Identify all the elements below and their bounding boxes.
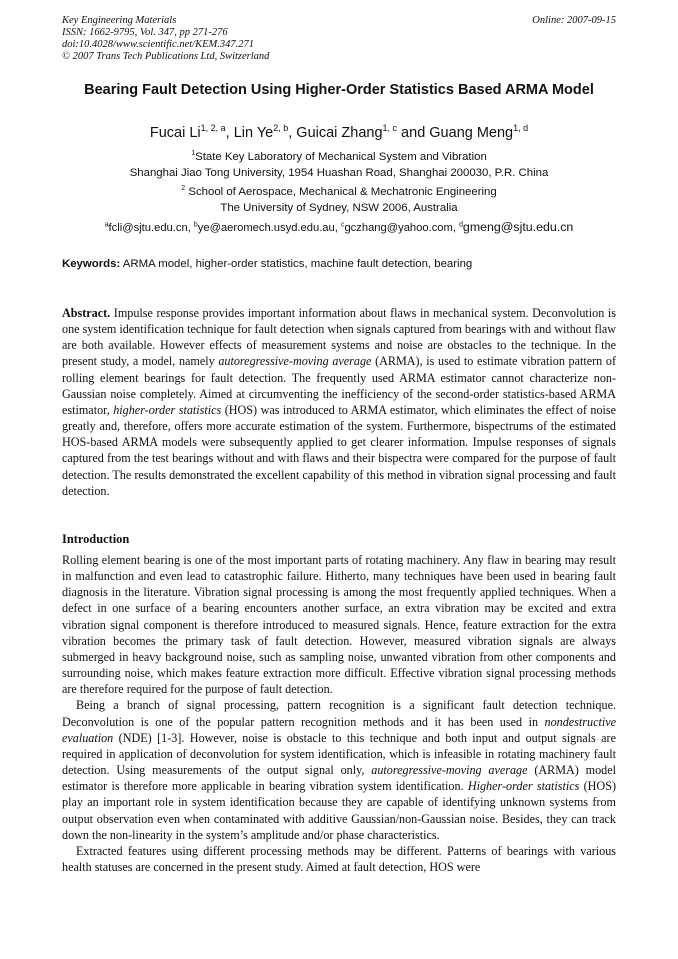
- online-date: Online: 2007-09-15: [532, 15, 616, 26]
- email-mark: a: [104, 221, 109, 229]
- abstract-text: (ARMA), is used to estimate vibration pattern of rolling element bearings for fault detection. The frequently used ARMA estimator cannot characterize non-Gaussian noise completely. Aimed at circumventing the inefficiency of the second-order statistics-based ARMA estimator,: [62, 354, 617, 417]
- journal-name: Key Engineering Materials: [62, 15, 177, 26]
- affiliation-mark: 2: [181, 185, 186, 193]
- keywords-text: ARMA model, higher-order statistics, machine fault detection, bearing: [120, 258, 473, 270]
- email-item: [105, 222, 188, 234]
- email-address[interactable]: ye@aeromech.usyd.edu.au: [197, 222, 335, 234]
- author-sup: 2, b: [273, 123, 289, 134]
- email-mark: d: [459, 221, 463, 229]
- abstract-text: (HOS) was introduced to ARMA estimator, which eliminates the effect of noise greatly and, therefore, offers more accurate estimation of the system. Furthermore, bispectrums of the estimated HOS-based ARMA models were subsequently applied to get clearer information. Impulse responses of signals captured from the test bearings without and with flaws and their bispectra were compared for the purpose of fault detection. The results demonstrated the excellent capability of this method in vibration signal processing and fault detection.: [62, 402, 616, 498]
- author-sup: 1, 2, a: [200, 123, 226, 134]
- abstract-italic: autoregressive-moving average: [218, 354, 372, 369]
- email-address[interactable]: gmeng@sjtu.edu.cn: [462, 220, 574, 234]
- author: [296, 125, 397, 141]
- email-item: [194, 222, 335, 234]
- affiliation-text: School of Aerospace, Mechanical & Mechatronic Engineering: [185, 186, 497, 198]
- affiliation-1: [62, 149, 616, 181]
- paragraph: Rolling element bearing is one of the most important parts of rotating machinery. Any flaw in bearing may result in malfunction and even lead to catastrophic failure. Hitherto, many techniques have been used in bearing fault diagnosis in the literature. Vibration signal processing is among the most frequently applied techniques. When a defect in one surface of a bearing encounters another surface, an extra vibration may be excited and extra vibration signal component is therefore introduced to measured signals. Hence, feature extraction for the extra vibration becomes the primary task of fault detection. However, measured vibration signals are always submerged in heavy background noise, such as sampling noise, unwanted vibration from other components and surrounding noise, which makes feature extraction more difficult. Effective vibration signal processing methods are therefore required for the purpose of fault detection.: [62, 553, 616, 697]
- abstract: [62, 305, 616, 499]
- author-name: Guang Meng: [429, 125, 514, 141]
- author-name: Fucai Li: [149, 125, 201, 141]
- abstract-label: Abstract.: [62, 306, 111, 320]
- paragraph-italic: autoregressive-moving average: [371, 763, 528, 778]
- section-heading-introduction: Introduction: [62, 532, 130, 546]
- email-item: [459, 222, 573, 234]
- author-sup: 1, d: [513, 123, 529, 134]
- abstract-italic: higher-order statistics: [113, 402, 222, 417]
- email-address[interactable]: gczhang@yahoo.com: [344, 222, 453, 234]
- email-separator: ,: [187, 222, 194, 234]
- affiliation-1-line-2: Shanghai Jiao Tong University, 1954 Huashan Road, Shanghai 200030, P.R. China: [129, 167, 549, 179]
- paragraph-text: (NDE) [1-3]. However, noise is obstacle to this technique and both input and output signals are required in application of deconvolution for system identification, which is infeasible in rotating machinery fault detection. Using measurements of the output signal only,: [62, 730, 616, 778]
- email-mark: b: [193, 221, 198, 229]
- email-address[interactable]: fcli@sjtu.edu.cn: [108, 222, 188, 234]
- author-separator: and: [397, 125, 430, 141]
- affiliation-2-line-2: The University of Sydney, NSW 2006, Australia: [220, 202, 458, 214]
- paragraph-italic: nondestructive evaluation: [62, 714, 616, 745]
- email-separator: ,: [334, 222, 341, 234]
- affiliation-2: [62, 184, 616, 216]
- copyright-line: © 2007 Trans Tech Publications Ltd, Switzerland: [62, 51, 270, 62]
- author-name: Guicai Zhang: [296, 125, 383, 141]
- author: [234, 125, 289, 141]
- paragraph-text: (HOS) play an important role in system identification because they are capable of identifying unknown systems from output observation even when contaminated with additive Gaussian/non-Gaussian noise. Besides, they can track down the non-linearity in the system’s amplitude and/or phase characteristics.: [62, 779, 616, 842]
- affiliation-2-line-1: [62, 184, 616, 200]
- email-mark: c: [340, 221, 345, 229]
- paragraph-text: (ARMA) model estimator is therefore more applicable in bearing vibration system identification.: [62, 763, 617, 794]
- issn-line: ISSN: 1662-9795, Vol. 347, pp 271-276: [62, 27, 228, 38]
- email-separator: ,: [452, 222, 460, 234]
- author: [150, 125, 226, 141]
- author-list: [62, 124, 616, 142]
- paragraph-text: Being a branch of signal processing, pattern recognition is a significant fault detection technique. Deconvolution is one of the popular pattern recognition methods and it has been used in: [62, 698, 616, 729]
- abstract-text: Impulse response provides important information about flaws in mechanical system. Deconvolution is one system identification technique for fault detection when signals captured from bearings with and without flaw are both available. However effects of measurement systems and noise are obstacles to the technique. In the present study, a model, namely: [62, 306, 616, 369]
- doi-line: doi:10.4028/www.scientific.net/KEM.347.271: [62, 39, 254, 50]
- keywords: [62, 257, 616, 272]
- paper-title: Bearing Fault Detection Using Higher-Order Statistics Based ARMA Model: [84, 82, 594, 98]
- email-item: [341, 222, 453, 234]
- keywords-label: Keywords:: [62, 258, 121, 270]
- author-separator: ,: [288, 125, 297, 141]
- introduction-body: [62, 552, 616, 875]
- journal-header: [62, 15, 616, 63]
- email-list: [62, 220, 616, 236]
- paragraph: Extracted features using different processing methods may be different. Patterns of bearings with various health statuses are concerned in the present study. Aimed at fault detection, HOS were: [62, 843, 616, 874]
- paragraph: [62, 697, 616, 842]
- author: [429, 125, 528, 141]
- affiliation-1-line-1: [62, 149, 616, 165]
- affiliation-text: State Key Laboratory of Mechanical System and Vibration: [195, 151, 487, 163]
- paragraph-italic: Higher-order statistics: [467, 779, 580, 794]
- author-sup: 1, c: [382, 123, 398, 134]
- affiliation-mark: 1: [191, 150, 196, 158]
- author-name: Lin Ye: [233, 125, 274, 141]
- author-separator: ,: [225, 125, 234, 141]
